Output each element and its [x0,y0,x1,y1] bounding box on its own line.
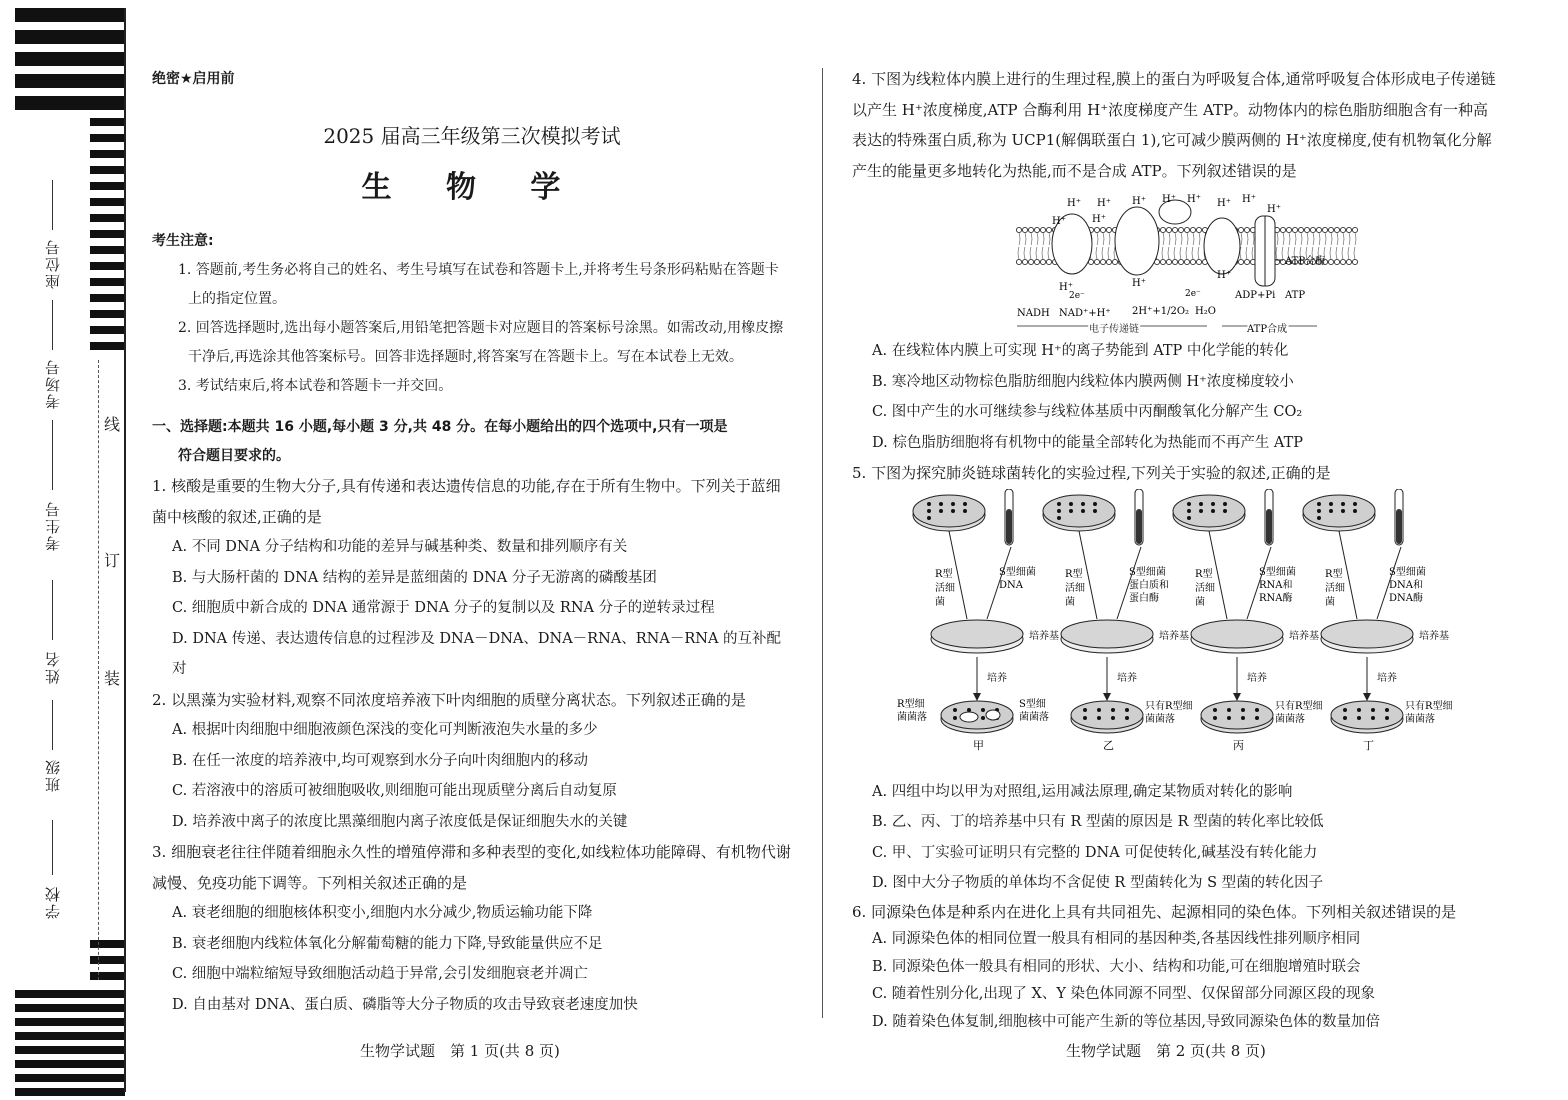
extract-label: DNA [999,579,1023,591]
option: B. 乙、丙、丁的培养基中只有 R 型菌的原因是 R 型菌的转化率比较低 [872,814,1324,830]
colony-dot [953,708,957,712]
cells-label: 菌 [935,596,945,608]
colony-dot [927,509,931,513]
colony-dot [1343,708,1347,712]
culture-label: 培养 [987,672,1007,684]
cells-label: R型 [1195,568,1213,580]
result-label: 菌菌落 [1275,713,1305,725]
colony-dot [1213,708,1217,712]
h-plus-label: H⁺ [1067,198,1081,209]
colony-dot [1199,509,1203,513]
arrow-head [1103,693,1111,701]
cells-label: 活细 [1065,582,1085,594]
page-footer-2: 生物学试题 第 2 页(共 8 页) [1066,1042,1266,1060]
extract-label: S型细菌 [1259,566,1296,578]
arrow-head [973,693,981,701]
arrow-head [1233,693,1241,701]
medium-surface [1191,620,1283,648]
result-surface [1331,701,1403,729]
subject-title: 生 物 学 [361,170,583,205]
page-2-column [852,64,1497,1036]
page-footer-1: 生物学试题 第 1 页(共 8 页) [360,1042,560,1060]
extract-label: DNA酶 [1389,592,1423,604]
medium-surface [931,620,1023,648]
colony-dot [1111,708,1115,712]
colony-dot [967,708,971,712]
experiment-group [1043,489,1193,752]
adp-label: ADP+Pi [1235,290,1276,301]
cells-label: 菌 [1325,596,1335,608]
h-plus-label: H⁺ [1267,204,1281,215]
colony-dot [951,502,955,506]
room-number-label: 考场号 [44,358,62,409]
nad-label: NAD⁺+H⁺ [1059,308,1111,319]
colony-dot [1125,716,1129,720]
r-colony-label: 菌菌落 [897,711,927,723]
result-label: 只有R型细 [1275,700,1323,712]
colony-dot [1227,716,1231,720]
colony-dot [1241,708,1245,712]
atp-label: ATP [1285,290,1306,301]
colony-dot [1317,502,1321,506]
option: D. 培养液中离子的浓度比黑藻细胞内离子浓度低是保证细胞失水的关键 [172,813,628,830]
question-stem: 1. 核酸是重要的生物大分子,具有传递和表达遗传信息的功能,存在于所有生物中。下列关于蓝细菌中核酸的叙述,正确的是 [152,477,781,526]
culture-label: 培养 [1377,672,1397,684]
s-colony [986,710,1000,720]
colony-dot [951,509,955,513]
cut-mark-staple: 订 [104,551,121,570]
h-plus-label: H⁺ [1132,278,1146,289]
medium-label: 培养基 [1419,630,1449,642]
cells-label: 菌 [1195,596,1205,608]
colony-dot [1371,708,1375,712]
option: C. 图中产生的水可继续参与线粒体基质中丙酮酸氧化分解产生 CO₂ [872,404,1303,420]
colony-dot [1223,502,1227,506]
colony-dot [939,502,943,506]
section-heading: 一、选择题:本题共 16 小题,每小题 3 分,共 48 分。在每小题给出的四个选项中,只有一项是 [152,419,728,435]
notice-item: 3. 考试结束后,将本试卷和答题卡一并交回。 [178,378,453,394]
colony-dot [1083,716,1087,720]
colony-dot [1057,502,1061,506]
option: B. 寒冷地区动物棕色脂肪细胞内线粒体内膜两侧 H⁺浓度梯度较小 [872,373,1294,390]
question-stem: 2. 以黑藻为实验材料,观察不同浓度培养液下叶肉细胞的质壁分离状态。下列叙述正确的是 [152,690,746,709]
colony-dot [1187,516,1191,520]
question-stem: 4. 下图为线粒体内膜上进行的生理过程,膜上的蛋白为呼吸复合体,通常呼吸复合体形成电子传递链以产生 H⁺浓度梯度,ATP 合酶利用 H⁺浓度梯度产生 ATP。动物体内的棕色脂肪细胞含有一种高表达的特殊蛋白质,称为 UCP1(解偶联蛋白 1),它可减少膜两侧的 H⁺浓度梯度,使有机物氧化分解产生的能量更多地转化为热能,而不是合成 ATP。下列叙述错误的是 [852,70,1496,180]
colony-dot [1317,516,1321,520]
section-heading-cont: 符合题目要求的。 [178,448,290,464]
option: A. 不同 DNA 分子结构和功能的差异与碱基种类、数量和排列顺序有关 [172,539,628,555]
colony-dot [1111,716,1115,720]
colony-dot [1371,716,1375,720]
colony-dot [963,502,967,506]
seat-number-label: 座位号 [44,238,62,289]
colony-dot [1093,509,1097,513]
question-6 [852,899,1497,1037]
colony-dot [981,708,985,712]
group-name: 丙 [1233,738,1244,752]
colony-dot [953,716,957,720]
h-plus-label: H⁺ [1097,198,1111,209]
option: D. 随着染色体复制,细胞核中可能产生新的等位基因,导致同源染色体的数量加倍 [872,1013,1381,1030]
colony-dot [1081,502,1085,506]
tube-liquid [1136,509,1142,544]
h-plus-label: H⁺ [1162,194,1176,205]
tube-liquid [1266,509,1272,544]
colony-dot [1069,509,1073,513]
option: A. 四组中均以甲为对照组,运用减法原理,确定某物质对转化的影响 [872,783,1293,800]
class-label: 班级 [44,758,62,792]
h-plus-label: H⁺ [1052,216,1066,227]
colony-dot [981,716,985,720]
exam-title: 2025 届高三年级第三次模拟考试 [323,123,621,148]
extract-label: RNA酶 [1259,592,1293,604]
atp-synthase-label: ATP合酶 [1285,256,1326,267]
colony-dot [1187,509,1191,513]
experiment-group [897,489,1059,752]
colony-dot [1255,708,1259,712]
question-stem: 3. 细胞衰老往往伴随着细胞永久性的增殖停滞和多种表型的变化,如线粒体功能障碍、有机物代谢减慢、免疫功能下调等。下列相关叙述正确的是 [152,843,791,892]
mitochondria-membrane-figure [852,186,1497,336]
school-label: 学校 [44,885,62,919]
colony-dot [1255,716,1259,720]
h-plus-label: H⁺ [1187,194,1201,205]
colony-dot [1199,502,1203,506]
option: B. 与大肠杆菌的 DNA 结构的差异是蓝细菌的 DNA 分子无游离的磷酸基团 [172,569,657,586]
colony-dot [1329,502,1333,506]
result-label: 菌菌落 [1405,713,1435,725]
notice-item: 2. 回答选择题时,选出每小题答案后,用铅笔把答题卡对应题目的答案标号涂黑。如需改动,用橡皮擦干净后,再选涂其他答案标号。回答非选择题时,将答案写在答题卡上。写在本试卷上无效。 [178,320,784,365]
colony-dot [1385,708,1389,712]
colony-dot [1241,716,1245,720]
cells-label: 活细 [935,582,955,594]
colony-dot [939,509,943,513]
h-plus-label: H⁺ [1217,270,1231,281]
colony-dot [927,516,931,520]
option: D. 棕色脂肪细胞将有机物中的能量全部转化为热能而不再产生 ATP [872,434,1304,451]
medium-surface [1321,620,1413,648]
colony-dot [927,502,931,506]
cells-label: 活细 [1195,582,1215,594]
question-2 [152,685,792,838]
colony-dot [1329,509,1333,513]
option: C. 细胞中端粒缩短导致细胞活动趋于异常,会引发细胞衰老并凋亡 [172,966,588,982]
experiment-group [1303,489,1453,752]
colony-dot [963,509,967,513]
nadh-label: NADH [1017,308,1050,319]
group-name: 甲 [973,738,984,752]
extract-label: RNA和 [1259,579,1293,591]
notice-item: 1. 答题前,考生务必将自己的姓名、考生号填写在试卷和答题卡上,并将考生号条形码粘贴在答题卡上的指定位置。 [178,262,779,307]
option: A. 根据叶肉细胞中细胞液颜色深浅的变化可判断液泡失水量的多少 [172,722,598,738]
cells-label: R型 [935,568,953,580]
h-plus-label: H⁺ [1092,214,1106,225]
colony-dot [1093,502,1097,506]
option: A. 同源染色体的相同位置一般具有相同的基因种类,各基因线性排列顺序相同 [872,931,1361,947]
petri-dish-lid [1173,495,1245,527]
question-3 [152,837,792,1020]
r-colony-label: R型细 [897,698,925,710]
colony-dot [1223,509,1227,513]
option: C. 甲、丁实验可证明只有完整的 DNA 可促使转化,碱基没有转化能力 [872,844,1318,861]
option: D. 图中大分子物质的单体均不含促使 R 型菌转化为 S 型菌的转化因子 [872,875,1324,891]
question-stem: 6. 同源染色体是种系内在进化上具有共同祖先、起源相同的染色体。下列相关叙述错误的是 [852,902,1457,921]
electron-label: 2e⁻ [1185,289,1201,299]
question-5 [852,458,1497,899]
option: C. 细胞质中新合成的 DNA 通常源于 DNA 分子的复制以及 RNA 分子的逆转录过程 [172,600,715,616]
colony-dot [1343,716,1347,720]
colony-dot [1081,509,1085,513]
electron-label: 2e⁻ [1069,291,1085,301]
extract-label: 蛋白质和 [1129,579,1169,591]
extract-label: 蛋白酶 [1129,592,1159,604]
option: D. 自由基对 DNA、蛋白质、磷脂等大分子物质的攻击导致衰老速度加快 [172,996,638,1013]
result-surface [1201,701,1273,729]
culture-label: 培养 [1117,672,1137,684]
candidate-number-label: 考生号 [44,500,62,551]
option: B. 在任一浓度的培养液中,均可观察到水分子向叶肉细胞内的移动 [172,752,588,769]
colony-dot [1057,509,1061,513]
colony-dot [1353,502,1357,506]
colony-dot [1357,716,1361,720]
petri-dish-lid [1043,495,1115,527]
option: C. 随着性别分化,出现了 X、Y 染色体同源不同型、仅保留部分同源区段的现象 [872,986,1376,1002]
result-surface [1071,701,1143,729]
extract-label: S型细菌 [1129,566,1166,578]
question-4 [852,64,1497,458]
extract-label: DNA和 [1389,579,1423,591]
water-label: H₂O [1195,306,1216,317]
petri-dish-lid [1303,495,1375,527]
etc-label: 电子传递链 [1089,324,1139,335]
colony-dot [1097,716,1101,720]
colony-dot [1357,708,1361,712]
colony-dot [1353,509,1357,513]
column-divider [822,68,823,1018]
colony-dot [1211,509,1215,513]
option: B. 同源染色体一般具有相同的形状、大小、结构和功能,可在细胞增殖时联会 [872,958,1361,975]
medium-surface [1061,620,1153,648]
h-plus-label: H⁺ [1242,194,1256,205]
cells-label: R型 [1325,568,1343,580]
s-colony-label: 菌菌落 [1019,711,1049,723]
colony-dot [1057,516,1061,520]
option: C. 若溶液中的溶质可被细胞吸收,则细胞可能出现质壁分离后自动复原 [172,783,617,799]
extract-label: S型细菌 [1389,566,1426,578]
s-colony [960,712,978,722]
oxygen-label: 2H⁺+1/2O₂ [1132,306,1190,317]
colony-dot [1069,502,1073,506]
option: A. 衰老细胞的细胞核体积变小,细胞内水分减少,物质运输功能下降 [172,905,593,921]
cut-mark-line: 线 [104,415,121,434]
option: A. 在线粒体内膜上可实现 H⁺的离子势能到 ATP 中化学能的转化 [872,343,1289,359]
experiment-group [1173,489,1323,752]
page-1-column [152,64,792,1020]
result-label: 菌菌落 [1145,713,1175,725]
bacteria-transformation-figure [852,489,1497,777]
h-plus-label: H⁺ [1059,282,1073,293]
medium-label: 培养基 [1029,630,1059,642]
colony-dot [1341,509,1345,513]
colony-dot [1317,509,1321,513]
petri-dish-lid [913,495,985,527]
h-plus-label: H⁺ [1217,198,1231,209]
tube-liquid [1396,509,1402,544]
colony-dot [1385,716,1389,720]
arrow-head [1363,693,1371,701]
group-name: 丁 [1363,738,1374,752]
s-colony-label: S型细 [1019,698,1046,710]
colony-dot [1211,502,1215,506]
extract-label: S型细菌 [999,566,1036,578]
colony-dot [1341,502,1345,506]
option: D. DNA 传递、表达遗传信息的过程涉及 DNA－DNA、DNA－RNA、RNA－RNA 的互补配对 [172,630,782,677]
colony-dot [1125,708,1129,712]
group-name: 乙 [1103,738,1114,752]
colony-dot [1187,502,1191,506]
tube-liquid [1006,509,1012,544]
name-label: 姓名 [44,650,62,684]
cells-label: R型 [1065,568,1083,580]
cells-label: 菌 [1065,596,1075,608]
h-plus-label: H⁺ [1132,196,1146,207]
question-stem: 5. 下图为探究肺炎链球菌转化的实验过程,下列关于实验的叙述,正确的是 [852,464,1331,482]
confidential-mark: 绝密★启用前 [152,71,235,87]
colony-dot [1227,708,1231,712]
cells-label: 活细 [1325,582,1345,594]
colony-dot [1083,708,1087,712]
question-1 [152,471,792,685]
option: B. 衰老细胞内线粒体氧化分解葡萄糖的能力下降,导致能量供应不足 [172,935,603,952]
culture-label: 培养 [1247,672,1267,684]
atp-synthesis-label: ATP合成 [1247,324,1288,335]
result-label: 只有R型细 [1145,700,1193,712]
notice-heading: 考生注意: [152,232,214,249]
medium-label: 培养基 [1289,630,1319,642]
colony-dot [1213,716,1217,720]
cut-mark-bind: 装 [104,669,121,688]
result-label: 只有R型细 [1405,700,1453,712]
medium-label: 培养基 [1159,630,1189,642]
colony-dot [1097,708,1101,712]
